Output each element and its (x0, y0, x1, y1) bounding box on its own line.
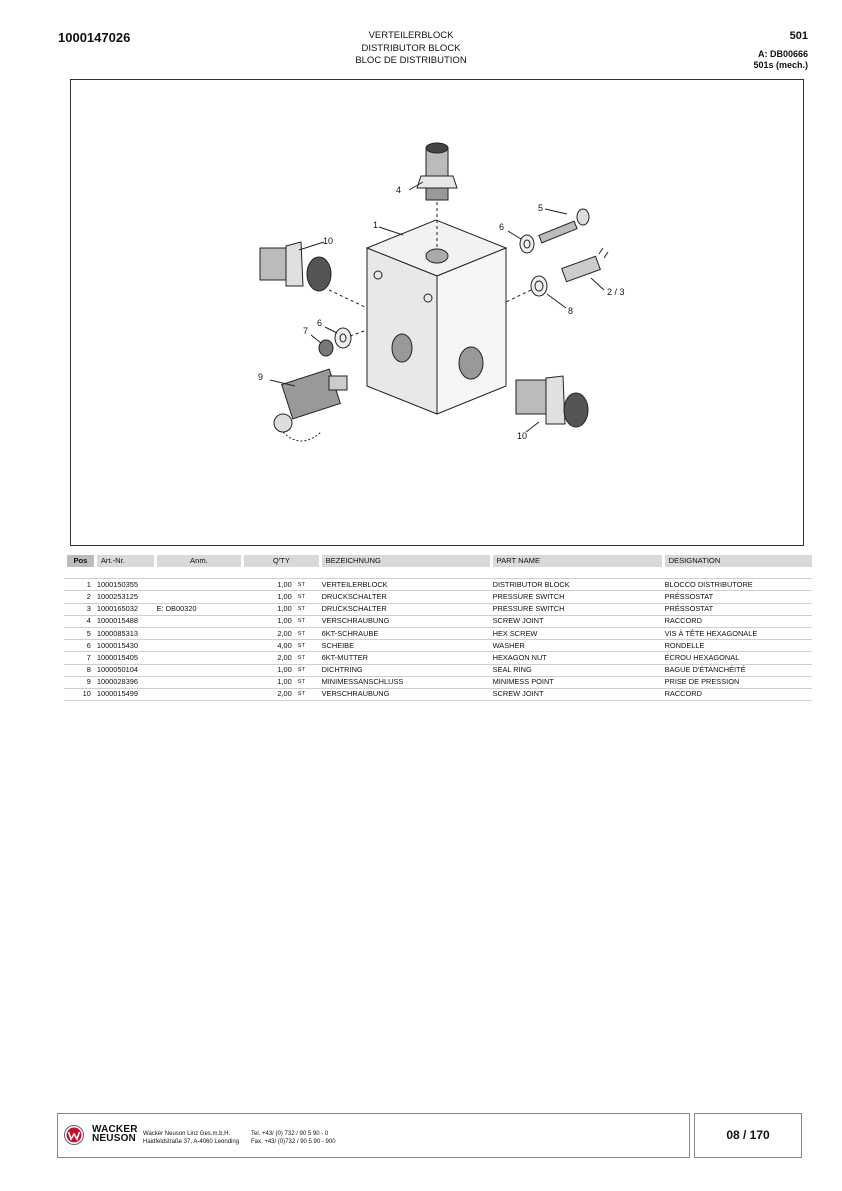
row-art-nr: 1000015488 (94, 615, 154, 627)
screw-joint-left-illustration (260, 242, 367, 308)
minimess-point-illustration (274, 369, 347, 441)
row-designation: VIS À TÊTE HEXAGONALE (662, 627, 812, 639)
row-art-nr: 1000015499 (94, 688, 154, 700)
company-contact (251, 1130, 336, 1146)
row-anm (154, 688, 241, 700)
row-pos: 5 (64, 627, 94, 639)
row-pos: 6 (64, 640, 94, 652)
row-art-nr: 1000015430 (94, 640, 154, 652)
washer-right-illustration (520, 235, 534, 253)
row-anm (154, 640, 241, 652)
row-anm (154, 676, 241, 688)
row-pos: 8 (64, 664, 94, 676)
row-art-nr: 1000028396 (94, 676, 154, 688)
wacker-neuson-logo-icon (64, 1125, 84, 1145)
page-title (300, 30, 522, 68)
table-row (64, 591, 812, 603)
row-bezeichnung: 6KT-MUTTER (319, 652, 490, 664)
page-code: 501 (789, 30, 808, 42)
callout-6-left: 6 (317, 318, 323, 328)
table-row (64, 627, 812, 639)
row-qty: 2,00 (241, 627, 295, 639)
company-street: Haidfeldstraße 37, A-4060 Leonding (143, 1139, 240, 1145)
row-part-name: MINIMESS POINT (490, 676, 662, 688)
row-anm (154, 591, 241, 603)
company-address (143, 1130, 239, 1146)
washer-nut-left-illustration (319, 328, 367, 356)
row-bezeichnung: MINIMESSANSCHLUSS (319, 676, 490, 688)
row-designation: PRÉSSOSTAT (662, 591, 812, 603)
row-bezeichnung: DRUCKSCHALTER (319, 591, 490, 603)
table-row (64, 676, 812, 688)
title-german: VERTEILERBLOCK (368, 30, 454, 41)
row-unit: ST (295, 676, 319, 688)
column-header-bezeichnung: BEZEICHNUNG (319, 555, 490, 567)
row-qty: 2,00 (241, 688, 295, 700)
row-unit: ST (295, 652, 319, 664)
row-bezeichnung: DICHTRING (319, 664, 490, 676)
row-qty: 1,00 (241, 664, 295, 676)
row-unit: ST (295, 664, 319, 676)
seal-ring-illustration (506, 276, 547, 302)
distributor-block-illustration (367, 220, 506, 414)
row-part-name: HEXAGON NUT (490, 652, 662, 664)
row-part-name: SCREW JOINT (490, 688, 662, 700)
exploded-drawing-frame (70, 79, 804, 546)
page-number: 08 / 170 (694, 1113, 802, 1158)
table-header-row (64, 555, 812, 567)
row-qty: 1,00 (241, 579, 295, 591)
title-french: BLOC DE DISTRIBUTION (355, 55, 467, 66)
exploded-drawing (71, 80, 803, 545)
row-qty: 1,00 (241, 591, 295, 603)
callout-6-right: 6 (499, 222, 505, 232)
row-pos: 9 (64, 676, 94, 688)
column-header-pos: Pos (64, 555, 94, 567)
row-anm (154, 664, 241, 676)
row-designation: RACCORD (662, 688, 812, 700)
table-row (64, 652, 812, 664)
row-unit: ST (295, 615, 319, 627)
callout-10-right: 10 (517, 431, 528, 441)
phone-number: Tel. +43/ (0) 732 / 90 5 90 - 0 (251, 1131, 329, 1137)
row-designation: RACCORD (662, 615, 812, 627)
row-designation: PRISE DE PRESSION (662, 676, 812, 688)
row-unit: ST (295, 627, 319, 639)
column-header-part-name: PART NAME (490, 555, 662, 567)
table-row (64, 603, 812, 615)
row-qty: 1,00 (241, 615, 295, 627)
row-bezeichnung: DRUCKSCHALTER (319, 603, 490, 615)
row-part-name: PRESSURE SWITCH (490, 603, 662, 615)
footer-company-box (57, 1113, 690, 1158)
table-row (64, 664, 812, 676)
row-designation: ÉCROU HEXAGONAL (662, 652, 812, 664)
company-name: Wacker Neuson Linz Ges.m.b.H. (143, 1131, 231, 1137)
row-qty: 2,00 (241, 652, 295, 664)
row-part-name: DISTRIBUTOR BLOCK (490, 579, 662, 591)
fax-number: Fax. +43/ (0)732 / 90 5 90 - 900 (251, 1139, 336, 1145)
table-row (64, 640, 812, 652)
callout-1: 1 (373, 220, 379, 230)
row-bezeichnung: SCHEIBE (319, 640, 490, 652)
row-pos: 2 (64, 591, 94, 603)
row-qty: 1,00 (241, 603, 295, 615)
machine-model: 501s (mech.) (753, 60, 808, 70)
page-code-block (753, 30, 808, 71)
callout-2-3: 2 / 3 (607, 287, 625, 297)
footer (57, 1113, 802, 1158)
row-designation: RONDELLE (662, 640, 812, 652)
screw-joint-right-illustration (516, 376, 588, 427)
row-pos: 4 (64, 615, 94, 627)
row-unit: ST (295, 579, 319, 591)
row-anm (154, 579, 241, 591)
row-unit: ST (295, 688, 319, 700)
row-bezeichnung: VERSCHRAUBUNG (319, 688, 490, 700)
callout-10-left: 10 (323, 236, 334, 246)
table-row (64, 579, 812, 591)
row-art-nr: 1000165032 (94, 603, 154, 615)
row-qty: 4,00 (241, 640, 295, 652)
parts-table (64, 555, 812, 701)
row-unit: ST (295, 591, 319, 603)
pressure-switch-illustration (562, 248, 608, 282)
row-bezeichnung: VERTEILERBLOCK (319, 579, 490, 591)
column-header-anm: Anm. (154, 555, 241, 567)
row-anm (154, 627, 241, 639)
parts-table-body (64, 579, 812, 701)
row-anm: E: DB00320 (154, 603, 241, 615)
header-separator (64, 567, 812, 579)
document-number: 1000147026 (58, 30, 131, 45)
row-pos: 3 (64, 603, 94, 615)
brand-name (92, 1125, 138, 1143)
row-part-name: SCREW JOINT (490, 615, 662, 627)
row-designation: BAGUE D'ÉTANCHÉITÉ (662, 664, 812, 676)
row-part-name: WASHER (490, 640, 662, 652)
row-art-nr: 1000050104 (94, 664, 154, 676)
row-art-nr: 1000015405 (94, 652, 154, 664)
column-header-designation: DESIGNATION (662, 555, 812, 567)
table-row (64, 615, 812, 627)
brand-line-2: NEUSON (92, 1133, 136, 1144)
row-art-nr: 1000253125 (94, 591, 154, 603)
callout-4: 4 (396, 185, 402, 195)
row-art-nr: 1000085313 (94, 627, 154, 639)
callout-9: 9 (258, 372, 264, 382)
title-english: DISTRIBUTOR BLOCK (361, 42, 461, 54)
callout-8: 8 (568, 306, 574, 316)
row-bezeichnung: 6KT-SCHRAUBE (319, 627, 490, 639)
row-unit: ST (295, 640, 319, 652)
hex-screw-illustration (539, 209, 589, 243)
row-unit: ST (295, 603, 319, 615)
row-art-nr: 1000150355 (94, 579, 154, 591)
table-row (64, 688, 812, 700)
row-designation: BLOCCO DISTRIBUTORE (662, 579, 812, 591)
callout-7: 7 (303, 326, 309, 336)
row-part-name: SEAL RING (490, 664, 662, 676)
column-header-qty: Q'TY (241, 555, 318, 567)
machine-serial-a: A: DB00666 (757, 49, 808, 59)
row-pos: 10 (64, 688, 94, 700)
row-pos: 1 (64, 579, 94, 591)
row-qty: 1,00 (241, 676, 295, 688)
row-part-name: PRESSURE SWITCH (490, 591, 662, 603)
row-designation: PRÉSSOSTAT (662, 603, 812, 615)
brand-line-1: WACKER (92, 1124, 138, 1135)
row-anm (154, 615, 241, 627)
row-pos: 7 (64, 652, 94, 664)
row-part-name: HEX SCREW (490, 627, 662, 639)
column-header-art-nr: Art.-Nr. (94, 555, 154, 567)
callout-5: 5 (538, 203, 544, 213)
row-bezeichnung: VERSCHRAUBUNG (319, 615, 490, 627)
row-anm (154, 652, 241, 664)
